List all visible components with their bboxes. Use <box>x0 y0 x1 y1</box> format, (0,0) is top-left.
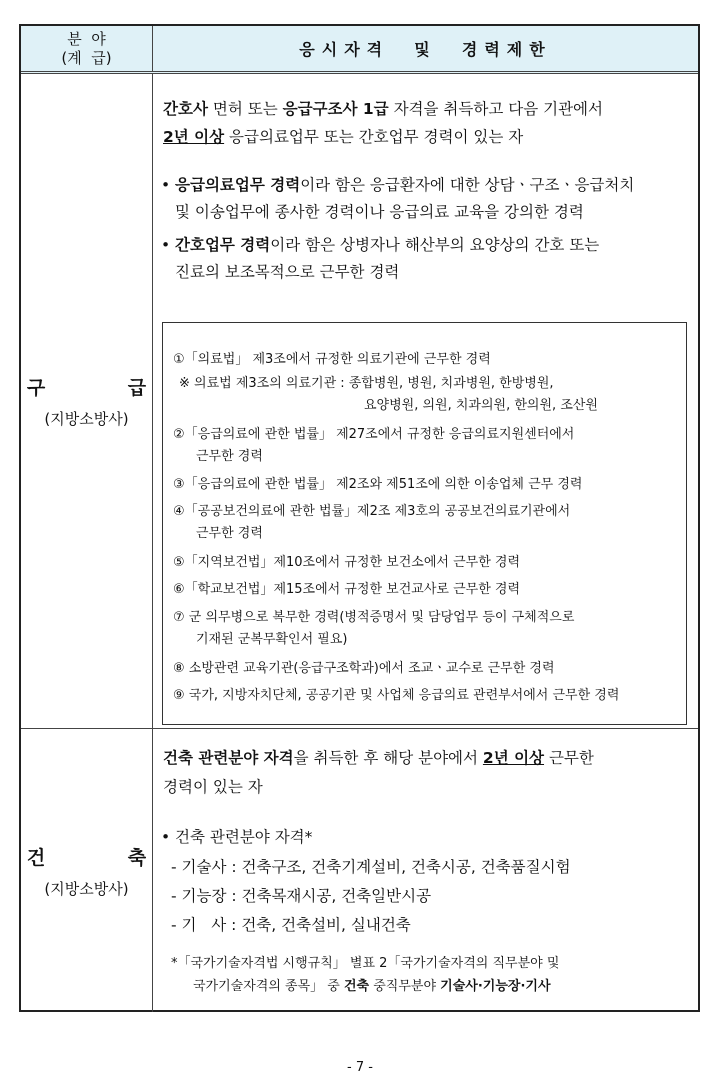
institution-item-5: ⑤「지역보건법」제10조에서 규정한 보건소에서 근무한 경력 <box>173 555 521 570</box>
bullet-text: 건축 관련분야 자격* <box>175 828 313 846</box>
section-architecture <box>21 729 698 1012</box>
section-emergency-label-cell <box>21 74 185 728</box>
qualification-line-engineer: - 기 사 : 건축, 건축설비, 실내건축 <box>171 916 411 934</box>
section-architecture-content <box>153 729 698 1012</box>
bullet-dot: • <box>161 176 171 194</box>
emergency-intro-line-2 <box>163 125 523 147</box>
bullet-nursing-career <box>161 233 599 255</box>
section-architecture-label-cell <box>21 729 185 1012</box>
bullet-dot: • <box>161 828 171 846</box>
table-header <box>21 26 698 74</box>
institution-list-box <box>162 322 687 725</box>
bullet-architecture-qualification <box>161 825 312 847</box>
intro-years: 2년 이상 <box>163 128 225 146</box>
section-emergency-grade: (지방소방사) <box>44 410 129 428</box>
bullet-text: 이라 함은 상병자나 해산부의 요양상의 간호 또는 <box>270 236 600 254</box>
page-number: - 7 - <box>347 1060 373 1075</box>
header-field-label: 분 야 <box>67 29 106 48</box>
intro-text: 자격을 취득하고 다음 기관에서 <box>388 100 603 118</box>
section-emergency <box>21 74 698 729</box>
bullet-nursing-career-cont: 진료의 보조목적으로 근무한 경력 <box>175 263 400 281</box>
institution-item-7-cont: 기재된 군복무확인서 필요) <box>196 632 348 647</box>
footnote-line-1: *「국가기술자격법 시행규칙」 별표 2「국가기술자격의 직무분야 및 <box>171 956 560 971</box>
institution-item-2-cont: 근무한 경력 <box>196 449 263 464</box>
intro-nurse: 간호사 <box>163 100 208 118</box>
qualification-line-master-craftsman: - 기능장 : 건축목재시공, 건축일반시공 <box>171 887 432 905</box>
qualification-line-professional-engineer: - 기술사 : 건축구조, 건축기계설비, 건축시공, 건축품질시험 <box>171 858 571 876</box>
section-architecture-grade: (지방소방사) <box>44 879 129 898</box>
qualification-table <box>19 24 700 1012</box>
institution-item-4: ④「공공보건의료에 관한 법률」제2조 제3호의 공공보건의료기관에서 <box>173 504 571 519</box>
header-grade-label: (계 급) <box>61 48 112 67</box>
intro-text: 면허 또는 <box>207 100 283 118</box>
institution-item-7: ⑦ 군 의무병으로 복무한 경력(병적증명서 및 담당업무 등이 구체적으로 <box>173 610 575 625</box>
institution-note-cont: 요양병원, 의원, 치과의원, 한의원, 조산원 <box>364 398 598 413</box>
header-field-cell <box>21 26 153 71</box>
bullet-emergency-career <box>161 173 634 195</box>
footnote-text: 국가기술자격의 종목」 중 <box>193 979 344 994</box>
bullet-dot: • <box>161 236 171 254</box>
header-qualification-cell <box>153 26 698 71</box>
bullet-term: 응급의료업무 경력 <box>175 176 301 194</box>
institution-item-9: ⑨ 국가, 지방자치단체, 공공기관 및 사업체 응급의료 관련부서에서 근무한 경력 <box>173 688 620 703</box>
bullet-text: 이라 함은 응급환자에 대한 상담ㆍ구조ㆍ응급처치 <box>300 176 635 194</box>
architecture-intro-line-2: 경력이 있는 자 <box>163 778 263 796</box>
section-emergency-content <box>153 74 698 728</box>
footnote-line-2 <box>193 975 551 994</box>
institution-note: ※ 의료법 제3조의 의료기관 : 종합병원, 병원, 치과병원, 한방병원, <box>179 376 554 391</box>
institution-item-1: ①「의료법」 제3조에서 규정한 의료기관에 근무한 경력 <box>173 352 491 367</box>
institution-item-4-cont: 근무한 경력 <box>196 526 263 541</box>
section-architecture-title: 건 축 <box>26 846 185 869</box>
footnote-text: 중직무분야 <box>369 979 441 994</box>
architecture-intro-line-1 <box>163 746 594 768</box>
institution-item-2: ②「응급의료에 관한 법률」 제27조에서 규정한 응급의료지원센터에서 <box>173 427 575 442</box>
header-qualification-label: 응시자격 및 경력제한 <box>299 40 552 59</box>
intro-text: 을 취득한 후 해당 분야에서 <box>293 749 483 767</box>
intro-years: 2년 이상 <box>482 749 545 767</box>
bullet-emergency-career-cont: 및 이송업무에 종사한 경력이나 응급의료 교육을 강의한 경력 <box>175 203 584 221</box>
section-emergency-title: 구 급 <box>26 377 185 399</box>
intro-text: 응급의료업무 또는 간호업무 경력이 있는 자 <box>224 128 524 146</box>
footnote-grades: 기술사·기능장·기사 <box>440 979 551 994</box>
intro-qualification: 건축 관련분야 자격 <box>163 749 294 767</box>
emergency-intro-line-1 <box>163 97 603 119</box>
intro-emt: 응급구조사 1급 <box>282 100 389 118</box>
institution-item-3: ③「응급의료에 관한 법률」 제2조와 제51조에 의한 이송업체 근무 경력 <box>173 477 583 492</box>
footnote-field: 건축 <box>343 979 370 994</box>
institution-item-8: ⑧ 소방관련 교육기관(응급구조학과)에서 조교ㆍ교수로 근무한 경력 <box>173 661 555 676</box>
intro-text: 근무한 <box>544 749 594 767</box>
bullet-term: 간호업무 경력 <box>175 236 271 254</box>
institution-item-6: ⑥「학교보건법」제15조에서 규정한 보건교사로 근무한 경력 <box>173 582 521 597</box>
